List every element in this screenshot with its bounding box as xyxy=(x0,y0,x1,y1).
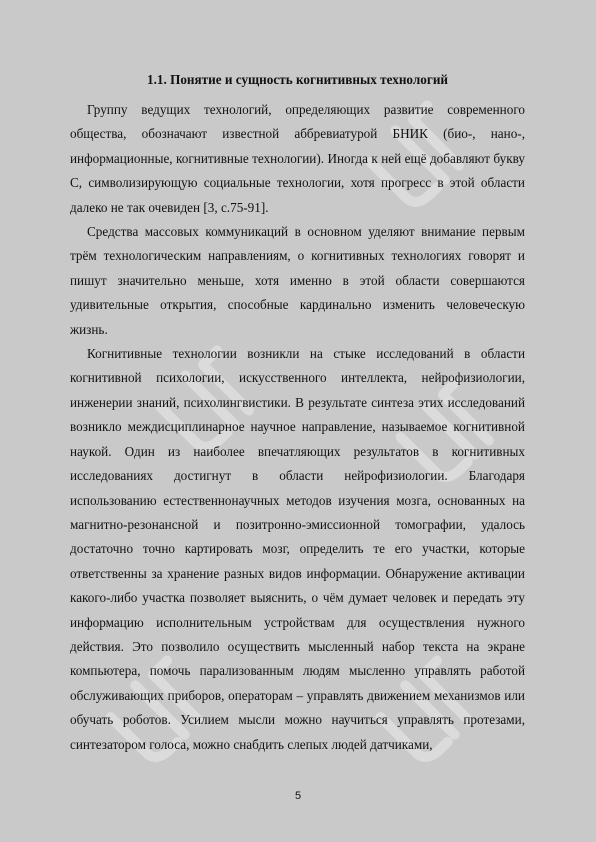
paragraph: Когнитивные технологии возникли на стыке исследований в области когнитивной психологии, искусственного интеллекта, нейрофизиологии, инженерии знаний, психолингвистики. В результате синтеза этих исследований возникло междисциплинарное научное направление, называемое когнитивной наукой. Один из наиболее впечатляющих результатов в когнитивных исследованиях достигнут в области нейрофизиологии. Благодаря использованию естественнонаучных методов изучения мозга, основанных на магнитно-резонансной и позитронно-эмиссионной томографии, удалось достаточно точно картировать мозг, определить те его участки, которые ответственны за хранение разных видов информации. Обнаружение активации какого-либо участка позволяет выяснить, о чём думает человек и передать эту информацию исполнительным устройствам для осуществления нужного действия. Это позволило осуществить мысленный набор текста на экране компьютера, помочь парализованным людям мысленно управлять работой обслуживающих приборов, операторам – управлять движением механизмов или обучать роботов. Усилием мысли можно научиться управлять протезами, синтезатором голоса, можно снабдить слепых людей датчиками, xyxy=(70,346,525,752)
paragraph: Группу ведущих технологий, определяющих развитие современного общества, обозначают известной аббревиатурой БНИК (био-, нано-, информационные, когнитивные технологии). Иногда к ней ещё добавляют букву С, символизирующую социальные технологии, хотя прогресс в этой области далеко не так очевиден [3, с.75-91]. xyxy=(70,102,525,215)
section-title: 1.1. Понятие и сущность когнитивных технологий xyxy=(146,72,449,87)
page-number: 5 xyxy=(294,790,302,802)
document-body xyxy=(70,68,525,757)
paragraph: Средства массовых коммуникаций в основном уделяют внимание первым трём технологическим направлениям, о когнитивных технологиях говорят и пишут значительно меньше, хотя именно в этой области совершаются удивительные открытия, способные кардинально изменить человеческую жизнь. xyxy=(70,224,525,337)
